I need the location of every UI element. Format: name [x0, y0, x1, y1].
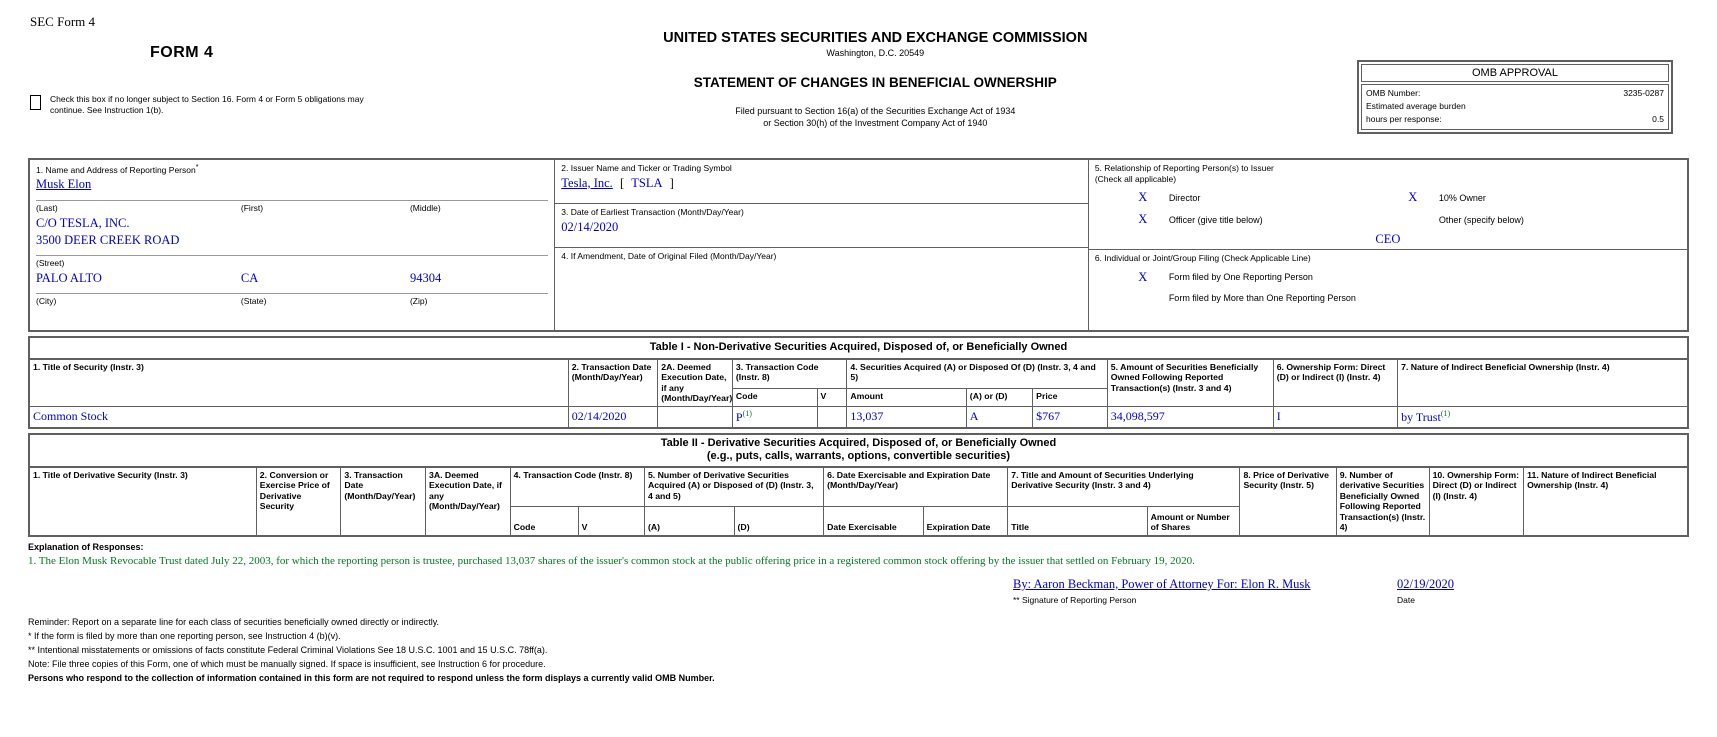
table1 — [28, 358, 1689, 429]
table1-sub-price: Price — [1033, 389, 1108, 406]
filing-type-label: 6. Individual or Joint/Group Filing (Check Applicable Line) — [1094, 253, 1311, 263]
amendment-label: 4. If Amendment, Date of Original Filed (Month/Day/Year) — [561, 251, 777, 261]
state-label: (State) — [240, 296, 267, 307]
earliest-transaction-date: 02/14/2020 — [561, 219, 619, 234]
amount-cell: 13,037 — [847, 406, 966, 428]
table1-header-row — [29, 359, 1688, 389]
ownership-form-cell: I — [1273, 406, 1397, 428]
omb-hours-value: 0.5 — [1652, 114, 1664, 125]
table1-col-owned: 5. Amount of Securities Beneficially Owned Following Reported Transaction(s) (Instr. 3 and 4) — [1107, 359, 1273, 406]
more-persons-label: Form filed by More than One Reporting Person — [1168, 292, 1356, 303]
relationship-label-line1: 5. Relationship of Reporting Person(s) to Issuer — [1094, 163, 1274, 173]
director-label: Director — [1168, 192, 1201, 203]
reporting-person-label — [36, 163, 548, 175]
sec-form-label: SEC Form 4 — [30, 14, 96, 29]
table2-col-deemed-date: 3A. Deemed Execution Date, if any (Month/Day/Year) — [425, 467, 510, 536]
explanation-note-1: 1. The Elon Musk Revocable Trust dated July 22, 2003, for which the reporting person is trustee, purchased 13,037 shares of the issuer's common stock at the public offering price in a registered common stock offering by the issuer that settled on February 19, 2020. — [28, 554, 1195, 567]
agency-title: UNITED STATES SECURITIES AND EXCHANGE COMMISSION — [663, 30, 1088, 46]
state-value: CA — [240, 271, 259, 286]
pursuant-line2: or Section 30(h) of the Investment Company Act of 1940 — [763, 117, 988, 128]
filing-type-options — [1117, 270, 1681, 303]
city-state-zip-values — [36, 271, 548, 286]
signature-link[interactable]: By: Aaron Beckman, Power of Attorney For: Elon R. Musk — [1013, 576, 1311, 591]
table1-data-row — [29, 406, 1688, 428]
footer-notes — [28, 615, 1689, 685]
footer-star1: * If the form is filed by more than one reporting person, see Instruction 4 (b)(v). — [28, 630, 341, 641]
table1-col-ownership-form: 6. Ownership Form: Direct (D) or Indirect (I) (Instr. 4) — [1273, 359, 1397, 406]
nature-value: by Trust — [1401, 409, 1441, 424]
pursuant-line1: Filed pursuant to Section 16(a) of the Securities Exchange Act of 1934 — [735, 106, 1016, 116]
transaction-code-cell — [732, 406, 817, 428]
explanation-heading: Explanation of Responses: — [28, 541, 144, 552]
reporting-person-name-link[interactable]: Musk Elon — [36, 177, 92, 192]
issuer-name-row — [555, 160, 1088, 204]
table1-col-title: 1. Title of Security (Instr. 3) — [29, 359, 568, 406]
table2-col-nature: 11. Nature of Indirect Beneficial Ownership (Instr. 4) — [1524, 467, 1688, 536]
table1-sub-v: V — [817, 389, 847, 406]
table2-col-code-group: 4. Transaction Code (Instr. 8) — [510, 467, 644, 507]
signature-label: ** Signature of Reporting Person — [1013, 594, 1137, 605]
ten-percent-owner-label: 10% Owner — [1438, 192, 1486, 203]
issuer-label: 2. Issuer Name and Ticker or Trading Symbol — [561, 163, 732, 173]
middle-label: (Middle) — [409, 203, 441, 214]
section16-checkbox-row — [30, 94, 375, 115]
ten-percent-owner-checkmark: X — [1408, 190, 1418, 205]
table1-sub-a-or-d: (A) or (D) — [966, 389, 1032, 406]
city-value: PALO ALTO — [36, 271, 102, 286]
table1-title: Table I - Non-Derivative Securities Acquired, Disposed of, or Beneficially Owned — [28, 336, 1689, 358]
table2-col-number-group: 5. Number of Derivative Securities Acquired (A) or Disposed of (D) (Instr. 3, 4 and 5) — [644, 467, 823, 507]
table2 — [28, 466, 1689, 537]
table1-col-transaction-date: 2. Transaction Date (Month/Day/Year) — [568, 359, 658, 406]
code-footnote-ref: (1) — [742, 408, 752, 418]
signature-date-label: Date — [1397, 594, 1415, 605]
table2-title-line2: (e.g., puts, calls, warrants, options, convertible securities) — [706, 450, 1011, 463]
table2-col-owned: 9. Number of derivative Securities Beneficially Owned Following Reported Transaction(s) (Instr. 4) — [1336, 467, 1429, 536]
street-address — [36, 215, 548, 249]
form-header — [28, 8, 1689, 158]
deemed-date-cell — [658, 406, 733, 428]
reporting-person-label-asterisk: * — [195, 163, 199, 171]
transaction-date-cell: 02/14/2020 — [568, 406, 658, 428]
one-person-label: Form filed by One Reporting Person — [1168, 272, 1313, 283]
address-line2: 3500 DEER CREEK ROAD — [36, 232, 180, 247]
omb-number-value: 3235-0287 — [1623, 88, 1664, 98]
divider — [36, 293, 548, 294]
table2-sub-v: V — [578, 507, 644, 536]
officer-title-value: CEO — [1375, 232, 1401, 247]
table2-sub-d: (D) — [734, 507, 824, 536]
name-part-labels — [36, 203, 548, 214]
table1-col-securities-group: 4. Securities Acquired (A) or Disposed Of (D) (Instr. 3, 4 and 5) — [847, 359, 1107, 389]
a-or-d-cell: A — [966, 406, 1032, 428]
agency-location: Washington, D.C. 20549 — [826, 48, 925, 58]
one-person-checkmark: X — [1138, 269, 1148, 284]
nature-cell — [1398, 406, 1688, 428]
pursuant-text — [455, 106, 1295, 129]
ticker-bracket-open: [ — [619, 175, 625, 190]
table2-sub-amount-shares: Amount or Number of Shares — [1147, 507, 1240, 536]
divider — [36, 200, 548, 201]
reporting-person-section — [30, 160, 555, 332]
table2-col-ownership-form: 10. Ownership Form: Direct (D) or Indirect (I) (Instr. 4) — [1429, 467, 1524, 536]
owned-following-cell: 34,098,597 — [1107, 406, 1273, 428]
omb-title: OMB APPROVAL — [1361, 64, 1669, 82]
section16-checkbox-label: Check this box if no longer subject to Section 16. Form 4 or Form 5 obligations may continue. See Instruction 1(b). — [50, 94, 364, 115]
city-state-zip-labels — [36, 296, 548, 307]
table2-col-date-group: 6. Date Exercisable and Expiration Date (Month/Day/Year) — [824, 467, 1008, 507]
table2-header-row — [29, 467, 1688, 507]
officer-label: Officer (give title below) — [1168, 214, 1263, 225]
table2-sub-a: (A) — [644, 507, 734, 536]
signature-date-link[interactable]: 02/19/2020 — [1397, 576, 1454, 591]
table2-title — [28, 433, 1689, 467]
relationship-checkboxes — [1117, 190, 1681, 227]
footer-omb-notice: Persons who respond to the collection of information contained in this form are not required to respond unless the form displays a currently valid OMB Number. — [28, 672, 715, 683]
street-label: (Street) — [36, 257, 65, 268]
table2-sub-code: Code — [510, 507, 578, 536]
address-line1: C/O TESLA, INC. — [36, 216, 130, 231]
reporting-person-label-text: 1. Name and Address of Reporting Person — [36, 164, 196, 175]
relationship-row — [1089, 160, 1687, 250]
omb-approval-box — [1357, 60, 1673, 134]
omb-body — [1361, 84, 1669, 130]
table2-sub-title: Title — [1008, 507, 1147, 536]
director-checkmark: X — [1138, 190, 1148, 205]
first-label: (First) — [240, 203, 264, 214]
filing-type-row — [1089, 250, 1687, 306]
form-title: FORM 4 — [150, 44, 214, 61]
commission-header — [455, 30, 1295, 129]
earliest-transaction-row — [555, 204, 1088, 248]
table1-col-deemed-date: 2A. Deemed Execution Date, if any (Month/Day/Year) — [658, 359, 733, 406]
other-label: Other (specify below) — [1438, 214, 1524, 225]
issuer-section — [555, 160, 1089, 332]
issuer-name-link[interactable]: Tesla, Inc. — [561, 175, 613, 190]
table1-sub-code: Code — [732, 389, 817, 406]
footer-reminder: Reminder: Report on a separate line for each class of securities beneficially owned directly or indirectly. — [28, 616, 440, 627]
divider — [36, 255, 548, 256]
table2-col-title: 1. Title of Derivative Security (Instr. 3) — [29, 467, 256, 536]
relationship-label-line2: (Check all applicable) — [1094, 173, 1177, 184]
omb-hours-label: hours per response: — [1366, 114, 1442, 125]
officer-checkmark: X — [1138, 212, 1148, 227]
earliest-transaction-label: 3. Date of Earliest Transaction (Month/Day/Year) — [561, 207, 744, 217]
zip-value: 94304 — [409, 271, 442, 286]
last-label: (Last) — [36, 203, 58, 214]
price-cell: $767 — [1033, 406, 1108, 428]
omb-burden-label: Estimated average burden — [1366, 101, 1466, 112]
footer-star2: ** Intentional misstatements or omissions of facts constitute Federal Criminal Violations See 18 U.S.C. 1001 and 15 U.S.C. 78ff(a). — [28, 644, 548, 655]
table2-col-underlying-group: 7. Title and Amount of Securities Underlying Derivative Security (Instr. 3 and 4) — [1008, 467, 1240, 507]
omb-number-label: OMB Number: — [1366, 88, 1421, 98]
security-title-cell: Common Stock — [29, 406, 568, 428]
signature-block — [1013, 577, 1689, 605]
footer-note: Note: File three copies of this Form, one of which must be manually signed. If space is insufficient, see Instruction 6 for procedure. — [28, 658, 546, 669]
transaction-code: P — [735, 409, 743, 424]
v-cell — [817, 406, 847, 428]
section16-checkbox[interactable] — [30, 95, 41, 110]
table2-col-conversion: 2. Conversion or Exercise Price of Derivative Security — [256, 467, 341, 536]
table2-sub-date-exercisable: Date Exercisable — [824, 507, 924, 536]
filer-info-grid — [28, 158, 1689, 332]
ticker-bracket-close: ] — [669, 175, 674, 190]
table2-sub-expiration-date: Expiration Date — [923, 507, 1008, 536]
table2-col-price: 8. Price of Derivative Security (Instr. 5) — [1240, 467, 1336, 536]
city-label: (City) — [36, 296, 57, 307]
table1-col-code-group: 3. Transaction Code (Instr. 8) — [732, 359, 846, 389]
table1-sub-amount: Amount — [847, 389, 966, 406]
table2-col-transaction-date: 3. Transaction Date (Month/Day/Year) — [341, 467, 426, 536]
statement-title: STATEMENT OF CHANGES IN BENEFICIAL OWNERSHIP — [693, 75, 1057, 90]
zip-label: (Zip) — [409, 296, 428, 307]
issuer-ticker: TSLA — [631, 175, 663, 190]
amendment-row — [555, 248, 1088, 332]
table2-title-line1: Table II - Derivative Securities Acquired, Disposed of, or Beneficially Owned — [660, 436, 1057, 449]
relationship-section — [1089, 160, 1687, 332]
nature-footnote-ref: (1) — [1440, 408, 1451, 418]
table1-col-nature: 7. Nature of Indirect Beneficial Ownership (Instr. 4) — [1398, 359, 1688, 406]
